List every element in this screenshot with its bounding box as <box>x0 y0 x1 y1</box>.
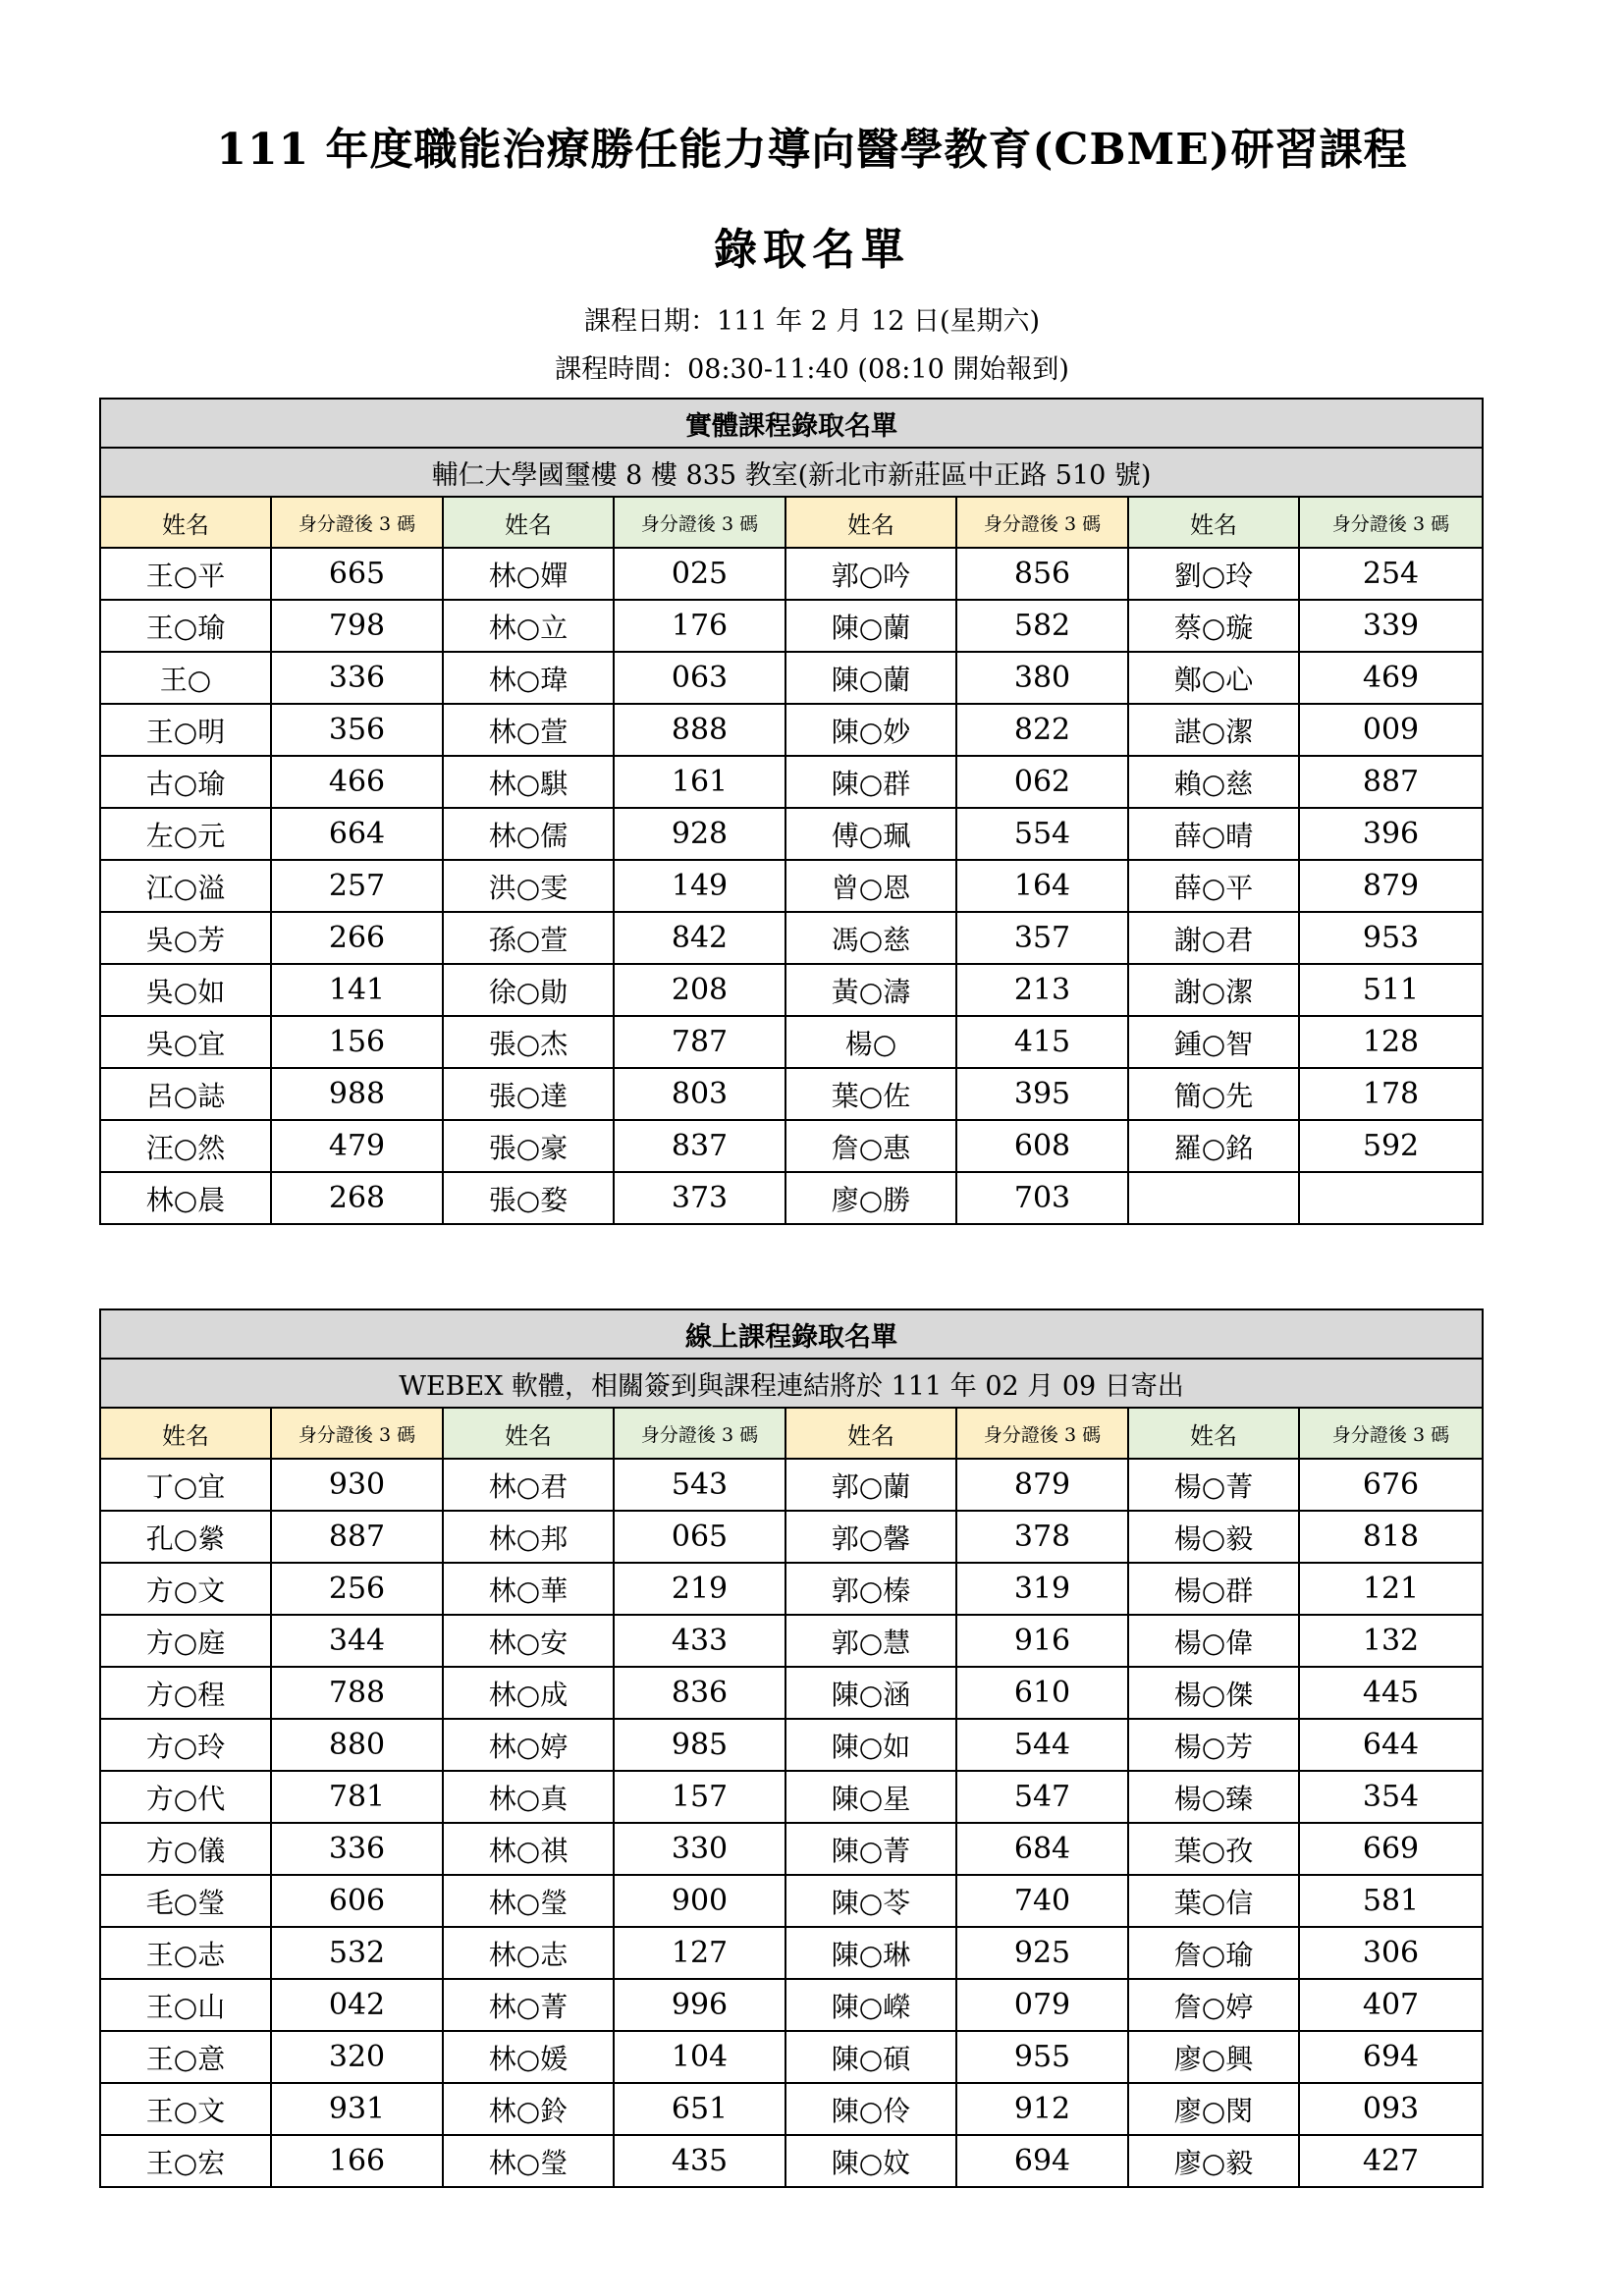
name-cell: 陳○菁 <box>785 1823 956 1875</box>
id-suffix-cell: 141 <box>271 964 443 1016</box>
id-suffix-cell: 065 <box>614 1511 785 1563</box>
table-row <box>100 1016 1483 1068</box>
id-suffix-cell: 887 <box>271 1511 443 1563</box>
id-suffix-cell: 330 <box>614 1823 785 1875</box>
id-suffix-cell: 822 <box>956 704 1128 756</box>
id-suffix-cell: 127 <box>614 1927 785 1979</box>
name-cell: 洪○雯 <box>443 860 614 912</box>
id-suffix-cell: 664 <box>271 808 443 860</box>
id-column-header: 身分證後 3 碼 <box>956 497 1128 548</box>
name-cell: 林○媛 <box>443 2031 614 2083</box>
name-cell: 陳○碩 <box>785 2031 956 2083</box>
name-cell: 葉○佐 <box>785 1068 956 1120</box>
id-suffix-cell: 703 <box>956 1172 1128 1224</box>
id-suffix-cell: 132 <box>1299 1615 1483 1667</box>
id-suffix-cell: 925 <box>956 1927 1128 1979</box>
table-row <box>100 1615 1483 1667</box>
name-cell: 古○瑜 <box>100 756 271 808</box>
name-cell: 傅○珮 <box>785 808 956 860</box>
id-suffix-cell: 511 <box>1299 964 1483 1016</box>
id-suffix-cell: 156 <box>271 1016 443 1068</box>
id-column-header: 身分證後 3 碼 <box>956 1408 1128 1459</box>
name-column-header: 姓名 <box>1128 1408 1299 1459</box>
id-suffix-cell: 254 <box>1299 548 1483 600</box>
id-suffix-cell: 380 <box>956 652 1128 704</box>
id-suffix-cell: 803 <box>614 1068 785 1120</box>
id-suffix-cell: 062 <box>956 756 1128 808</box>
name-cell: 林○騏 <box>443 756 614 808</box>
name-cell: 陳○如 <box>785 1719 956 1771</box>
id-suffix-cell: 879 <box>1299 860 1483 912</box>
name-cell: 方○玲 <box>100 1719 271 1771</box>
name-cell: 徐○勛 <box>443 964 614 1016</box>
name-cell <box>1128 1172 1299 1224</box>
name-cell: 孫○萱 <box>443 912 614 964</box>
name-column-header: 姓名 <box>100 1408 271 1459</box>
table-row <box>100 756 1483 808</box>
id-suffix-cell: 344 <box>271 1615 443 1667</box>
id-suffix-cell: 104 <box>614 2031 785 2083</box>
name-cell: 林○真 <box>443 1771 614 1823</box>
id-suffix-cell: 166 <box>271 2135 443 2187</box>
id-suffix-cell: 378 <box>956 1511 1128 1563</box>
name-cell: 林○瑩 <box>443 1875 614 1927</box>
id-suffix-cell: 415 <box>956 1016 1128 1068</box>
name-cell: 陳○琳 <box>785 1927 956 1979</box>
course-date: 課程日期：111 年 2 月 12 日(星期六) <box>583 306 1041 337</box>
table-row <box>100 1927 1483 1979</box>
id-suffix-cell: 880 <box>271 1719 443 1771</box>
id-column-header: 身分證後 3 碼 <box>1299 497 1483 548</box>
id-suffix-cell: 798 <box>271 600 443 652</box>
name-cell: 林○邦 <box>443 1511 614 1563</box>
id-suffix-cell: 336 <box>271 1823 443 1875</box>
id-suffix-cell: 694 <box>1299 2031 1483 2083</box>
name-cell: 薛○平 <box>1128 860 1299 912</box>
id-suffix-cell: 121 <box>1299 1563 1483 1615</box>
id-suffix-cell: 592 <box>1299 1120 1483 1172</box>
id-suffix-cell: 842 <box>614 912 785 964</box>
name-cell: 方○儀 <box>100 1823 271 1875</box>
name-cell: 王○山 <box>100 1979 271 2031</box>
name-cell: 王○明 <box>100 704 271 756</box>
name-cell: 吳○如 <box>100 964 271 1016</box>
name-cell: 方○程 <box>100 1667 271 1719</box>
name-cell: 馮○慈 <box>785 912 956 964</box>
id-suffix-cell: 879 <box>956 1459 1128 1511</box>
name-column-header: 姓名 <box>785 1408 956 1459</box>
id-suffix-cell: 651 <box>614 2083 785 2135</box>
id-suffix-cell: 543 <box>614 1459 785 1511</box>
name-cell: 詹○婷 <box>1128 1979 1299 2031</box>
table-row <box>100 1120 1483 1172</box>
table-row <box>100 704 1483 756</box>
name-cell: 葉○孜 <box>1128 1823 1299 1875</box>
id-suffix-cell: 837 <box>614 1120 785 1172</box>
name-cell: 汪○然 <box>100 1120 271 1172</box>
name-cell: 林○晨 <box>100 1172 271 1224</box>
name-cell: 林○儒 <box>443 808 614 860</box>
id-suffix-cell: 357 <box>956 912 1128 964</box>
id-suffix-cell: 128 <box>1299 1016 1483 1068</box>
name-cell: 林○華 <box>443 1563 614 1615</box>
id-suffix-cell: 256 <box>271 1563 443 1615</box>
table-row <box>100 1511 1483 1563</box>
id-suffix-cell: 694 <box>956 2135 1128 2187</box>
table-row <box>100 1875 1483 1927</box>
id-suffix-cell: 407 <box>1299 1979 1483 2031</box>
id-suffix-cell: 988 <box>271 1068 443 1120</box>
name-cell: 賴○慈 <box>1128 756 1299 808</box>
name-cell: 林○志 <box>443 1927 614 1979</box>
id-suffix-cell: 547 <box>956 1771 1128 1823</box>
name-cell: 陳○涵 <box>785 1667 956 1719</box>
id-suffix-cell: 582 <box>956 600 1128 652</box>
id-suffix-cell: 445 <box>1299 1667 1483 1719</box>
table-row <box>100 1771 1483 1823</box>
id-suffix-cell: 063 <box>614 652 785 704</box>
online-roster-note: WEBEX 軟體，相關簽到與課程連結將於 111 年 02 月 09 日寄出 <box>100 1359 1483 1408</box>
table-row <box>100 600 1483 652</box>
id-suffix-cell: 928 <box>614 808 785 860</box>
id-suffix-cell: 219 <box>614 1563 785 1615</box>
name-cell: 陳○伶 <box>785 2083 956 2135</box>
table-row <box>100 808 1483 860</box>
name-cell: 陳○妏 <box>785 2135 956 2187</box>
name-cell: 廖○毅 <box>1128 2135 1299 2187</box>
name-cell: 王○文 <box>100 2083 271 2135</box>
table-row <box>100 1172 1483 1224</box>
name-cell: 郭○榛 <box>785 1563 956 1615</box>
name-cell: 黃○濤 <box>785 964 956 1016</box>
name-cell: 郭○馨 <box>785 1511 956 1563</box>
physical-roster-title: 實體課程錄取名單 <box>100 399 1483 448</box>
name-cell: 張○達 <box>443 1068 614 1120</box>
id-suffix-cell: 373 <box>614 1172 785 1224</box>
column-header-row <box>100 1408 1483 1459</box>
id-suffix-cell: 684 <box>956 1823 1128 1875</box>
id-suffix-cell: 669 <box>1299 1823 1483 1875</box>
table-row <box>100 652 1483 704</box>
id-suffix-cell: 079 <box>956 1979 1128 2031</box>
name-cell: 林○安 <box>443 1615 614 1667</box>
name-cell: 林○瑩 <box>443 2135 614 2187</box>
name-cell: 楊○毅 <box>1128 1511 1299 1563</box>
id-suffix-cell: 887 <box>1299 756 1483 808</box>
id-suffix-cell: 208 <box>614 964 785 1016</box>
id-suffix-cell: 985 <box>614 1719 785 1771</box>
name-cell: 陳○蘭 <box>785 600 956 652</box>
name-column-header: 姓名 <box>443 497 614 548</box>
id-suffix-cell: 025 <box>614 548 785 600</box>
name-cell: 方○文 <box>100 1563 271 1615</box>
name-cell: 郭○吟 <box>785 548 956 600</box>
name-cell: 曾○恩 <box>785 860 956 912</box>
id-suffix-cell: 354 <box>1299 1771 1483 1823</box>
id-column-header: 身分證後 3 碼 <box>614 1408 785 1459</box>
name-cell: 謝○潔 <box>1128 964 1299 1016</box>
name-cell: 王○ <box>100 652 271 704</box>
name-cell: 林○瑋 <box>443 652 614 704</box>
id-column-header: 身分證後 3 碼 <box>1299 1408 1483 1459</box>
id-suffix-cell: 306 <box>1299 1927 1483 1979</box>
name-cell: 王○意 <box>100 2031 271 2083</box>
id-suffix-cell: 581 <box>1299 1875 1483 1927</box>
id-suffix-cell: 608 <box>956 1120 1128 1172</box>
id-suffix-cell: 469 <box>1299 652 1483 704</box>
name-cell: 左○元 <box>100 808 271 860</box>
name-cell: 陳○苓 <box>785 1875 956 1927</box>
name-cell: 楊○芳 <box>1128 1719 1299 1771</box>
id-suffix-cell: 435 <box>614 2135 785 2187</box>
id-suffix-cell: 356 <box>271 704 443 756</box>
course-time: 課程時間：08:30-11:40 (08:10 開始報到) <box>555 354 1069 385</box>
id-suffix-cell: 781 <box>271 1771 443 1823</box>
table-row <box>100 912 1483 964</box>
online-roster-table <box>99 1308 1484 2188</box>
id-suffix-cell: 093 <box>1299 2083 1483 2135</box>
name-cell: 王○宏 <box>100 2135 271 2187</box>
column-header-row <box>100 497 1483 548</box>
id-suffix-cell: 544 <box>956 1719 1128 1771</box>
id-suffix-cell: 396 <box>1299 808 1483 860</box>
name-cell: 詹○瑜 <box>1128 1927 1299 1979</box>
name-cell: 楊○菁 <box>1128 1459 1299 1511</box>
id-suffix-cell: 930 <box>271 1459 443 1511</box>
id-suffix-cell: 395 <box>956 1068 1128 1120</box>
name-cell: 林○嬋 <box>443 548 614 600</box>
table-row <box>100 1068 1483 1120</box>
id-suffix-cell: 433 <box>614 1615 785 1667</box>
name-column-header: 姓名 <box>100 497 271 548</box>
id-suffix-cell: 532 <box>271 1927 443 1979</box>
id-suffix-cell: 178 <box>1299 1068 1483 1120</box>
id-suffix-cell: 554 <box>956 808 1128 860</box>
page-title: 111 年度職能治療勝任能力導向醫學教育(CBME)研習課程 <box>216 125 1408 175</box>
id-suffix-cell: 266 <box>271 912 443 964</box>
name-cell: 郭○蘭 <box>785 1459 956 1511</box>
id-suffix-cell: 644 <box>1299 1719 1483 1771</box>
name-cell: 劉○玲 <box>1128 548 1299 600</box>
id-suffix-cell: 996 <box>614 1979 785 2031</box>
name-cell: 林○君 <box>443 1459 614 1511</box>
name-cell: 鍾○智 <box>1128 1016 1299 1068</box>
name-cell: 吳○芳 <box>100 912 271 964</box>
name-cell: 方○庭 <box>100 1615 271 1667</box>
name-cell: 林○婷 <box>443 1719 614 1771</box>
name-cell: 謝○君 <box>1128 912 1299 964</box>
id-suffix-cell: 339 <box>1299 600 1483 652</box>
name-cell: 詹○惠 <box>785 1120 956 1172</box>
name-cell: 張○豪 <box>443 1120 614 1172</box>
table-row <box>100 2135 1483 2187</box>
id-suffix-cell: 176 <box>614 600 785 652</box>
id-suffix-cell: 009 <box>1299 704 1483 756</box>
name-cell: 呂○誌 <box>100 1068 271 1120</box>
id-suffix-cell: 900 <box>614 1875 785 1927</box>
table-row <box>100 1979 1483 2031</box>
name-cell: 蔡○璇 <box>1128 600 1299 652</box>
id-suffix-cell: 257 <box>271 860 443 912</box>
table-row <box>100 1563 1483 1615</box>
name-cell: 廖○勝 <box>785 1172 956 1224</box>
page-subtitle: 錄取名單 <box>714 225 910 275</box>
id-column-header: 身分證後 3 碼 <box>614 497 785 548</box>
id-suffix-cell: 042 <box>271 1979 443 2031</box>
id-suffix-cell: 665 <box>271 548 443 600</box>
name-cell: 林○祺 <box>443 1823 614 1875</box>
name-cell: 王○瑜 <box>100 600 271 652</box>
name-cell: 廖○興 <box>1128 2031 1299 2083</box>
id-suffix-cell: 931 <box>271 2083 443 2135</box>
name-cell: 楊○臻 <box>1128 1771 1299 1823</box>
online-roster-title: 線上課程錄取名單 <box>100 1309 1483 1359</box>
id-suffix-cell: 740 <box>956 1875 1128 1927</box>
table-row <box>100 1459 1483 1511</box>
name-cell: 張○杰 <box>443 1016 614 1068</box>
table-row <box>100 1667 1483 1719</box>
id-suffix-cell: 336 <box>271 652 443 704</box>
name-cell: 林○鈴 <box>443 2083 614 2135</box>
name-cell: 楊○偉 <box>1128 1615 1299 1667</box>
name-cell: 楊○傑 <box>1128 1667 1299 1719</box>
id-column-header: 身分證後 3 碼 <box>271 497 443 548</box>
name-column-header: 姓名 <box>785 497 956 548</box>
name-cell: 吳○宜 <box>100 1016 271 1068</box>
name-cell: 孔○縈 <box>100 1511 271 1563</box>
name-cell: 林○成 <box>443 1667 614 1719</box>
name-cell: 楊○ <box>785 1016 956 1068</box>
table-row <box>100 2031 1483 2083</box>
name-cell: 王○平 <box>100 548 271 600</box>
id-suffix-cell: 856 <box>956 548 1128 600</box>
name-cell: 王○志 <box>100 1927 271 1979</box>
id-suffix-cell: 610 <box>956 1667 1128 1719</box>
name-cell: 方○代 <box>100 1771 271 1823</box>
name-cell: 陳○星 <box>785 1771 956 1823</box>
id-suffix-cell: 916 <box>956 1615 1128 1667</box>
name-cell: 鄭○心 <box>1128 652 1299 704</box>
name-cell: 郭○慧 <box>785 1615 956 1667</box>
physical-roster-location: 輔仁大學國璽樓 8 樓 835 教室(新北市新莊區中正路 510 號) <box>100 448 1483 497</box>
id-suffix-cell <box>1299 1172 1483 1224</box>
name-cell: 張○婺 <box>443 1172 614 1224</box>
id-suffix-cell: 213 <box>956 964 1128 1016</box>
table-row <box>100 860 1483 912</box>
id-suffix-cell: 157 <box>614 1771 785 1823</box>
table-row <box>100 1823 1483 1875</box>
id-suffix-cell: 149 <box>614 860 785 912</box>
id-suffix-cell: 912 <box>956 2083 1128 2135</box>
name-cell: 陳○群 <box>785 756 956 808</box>
name-cell: 林○立 <box>443 600 614 652</box>
name-column-header: 姓名 <box>443 1408 614 1459</box>
table-row <box>100 548 1483 600</box>
name-cell: 羅○銘 <box>1128 1120 1299 1172</box>
id-suffix-cell: 955 <box>956 2031 1128 2083</box>
name-cell: 陳○嶸 <box>785 1979 956 2031</box>
table-row <box>100 964 1483 1016</box>
id-suffix-cell: 466 <box>271 756 443 808</box>
id-suffix-cell: 427 <box>1299 2135 1483 2187</box>
physical-roster-table <box>99 398 1484 1225</box>
id-suffix-cell: 161 <box>614 756 785 808</box>
name-cell: 諶○潔 <box>1128 704 1299 756</box>
id-suffix-cell: 479 <box>271 1120 443 1172</box>
name-cell: 毛○瑩 <box>100 1875 271 1927</box>
name-cell: 林○萱 <box>443 704 614 756</box>
name-cell: 陳○妙 <box>785 704 956 756</box>
name-cell: 葉○信 <box>1128 1875 1299 1927</box>
name-cell: 楊○群 <box>1128 1563 1299 1615</box>
id-suffix-cell: 818 <box>1299 1511 1483 1563</box>
id-suffix-cell: 888 <box>614 704 785 756</box>
table-row <box>100 2083 1483 2135</box>
id-column-header: 身分證後 3 碼 <box>271 1408 443 1459</box>
name-cell: 丁○宜 <box>100 1459 271 1511</box>
name-cell: 江○溢 <box>100 860 271 912</box>
id-suffix-cell: 787 <box>614 1016 785 1068</box>
id-suffix-cell: 268 <box>271 1172 443 1224</box>
name-cell: 陳○蘭 <box>785 652 956 704</box>
id-suffix-cell: 606 <box>271 1875 443 1927</box>
name-column-header: 姓名 <box>1128 497 1299 548</box>
id-suffix-cell: 836 <box>614 1667 785 1719</box>
name-cell: 簡○先 <box>1128 1068 1299 1120</box>
id-suffix-cell: 319 <box>956 1563 1128 1615</box>
name-cell: 林○菁 <box>443 1979 614 2031</box>
name-cell: 廖○閔 <box>1128 2083 1299 2135</box>
name-cell: 薛○晴 <box>1128 808 1299 860</box>
id-suffix-cell: 164 <box>956 860 1128 912</box>
id-suffix-cell: 788 <box>271 1667 443 1719</box>
id-suffix-cell: 676 <box>1299 1459 1483 1511</box>
id-suffix-cell: 320 <box>271 2031 443 2083</box>
table-row <box>100 1719 1483 1771</box>
id-suffix-cell: 953 <box>1299 912 1483 964</box>
